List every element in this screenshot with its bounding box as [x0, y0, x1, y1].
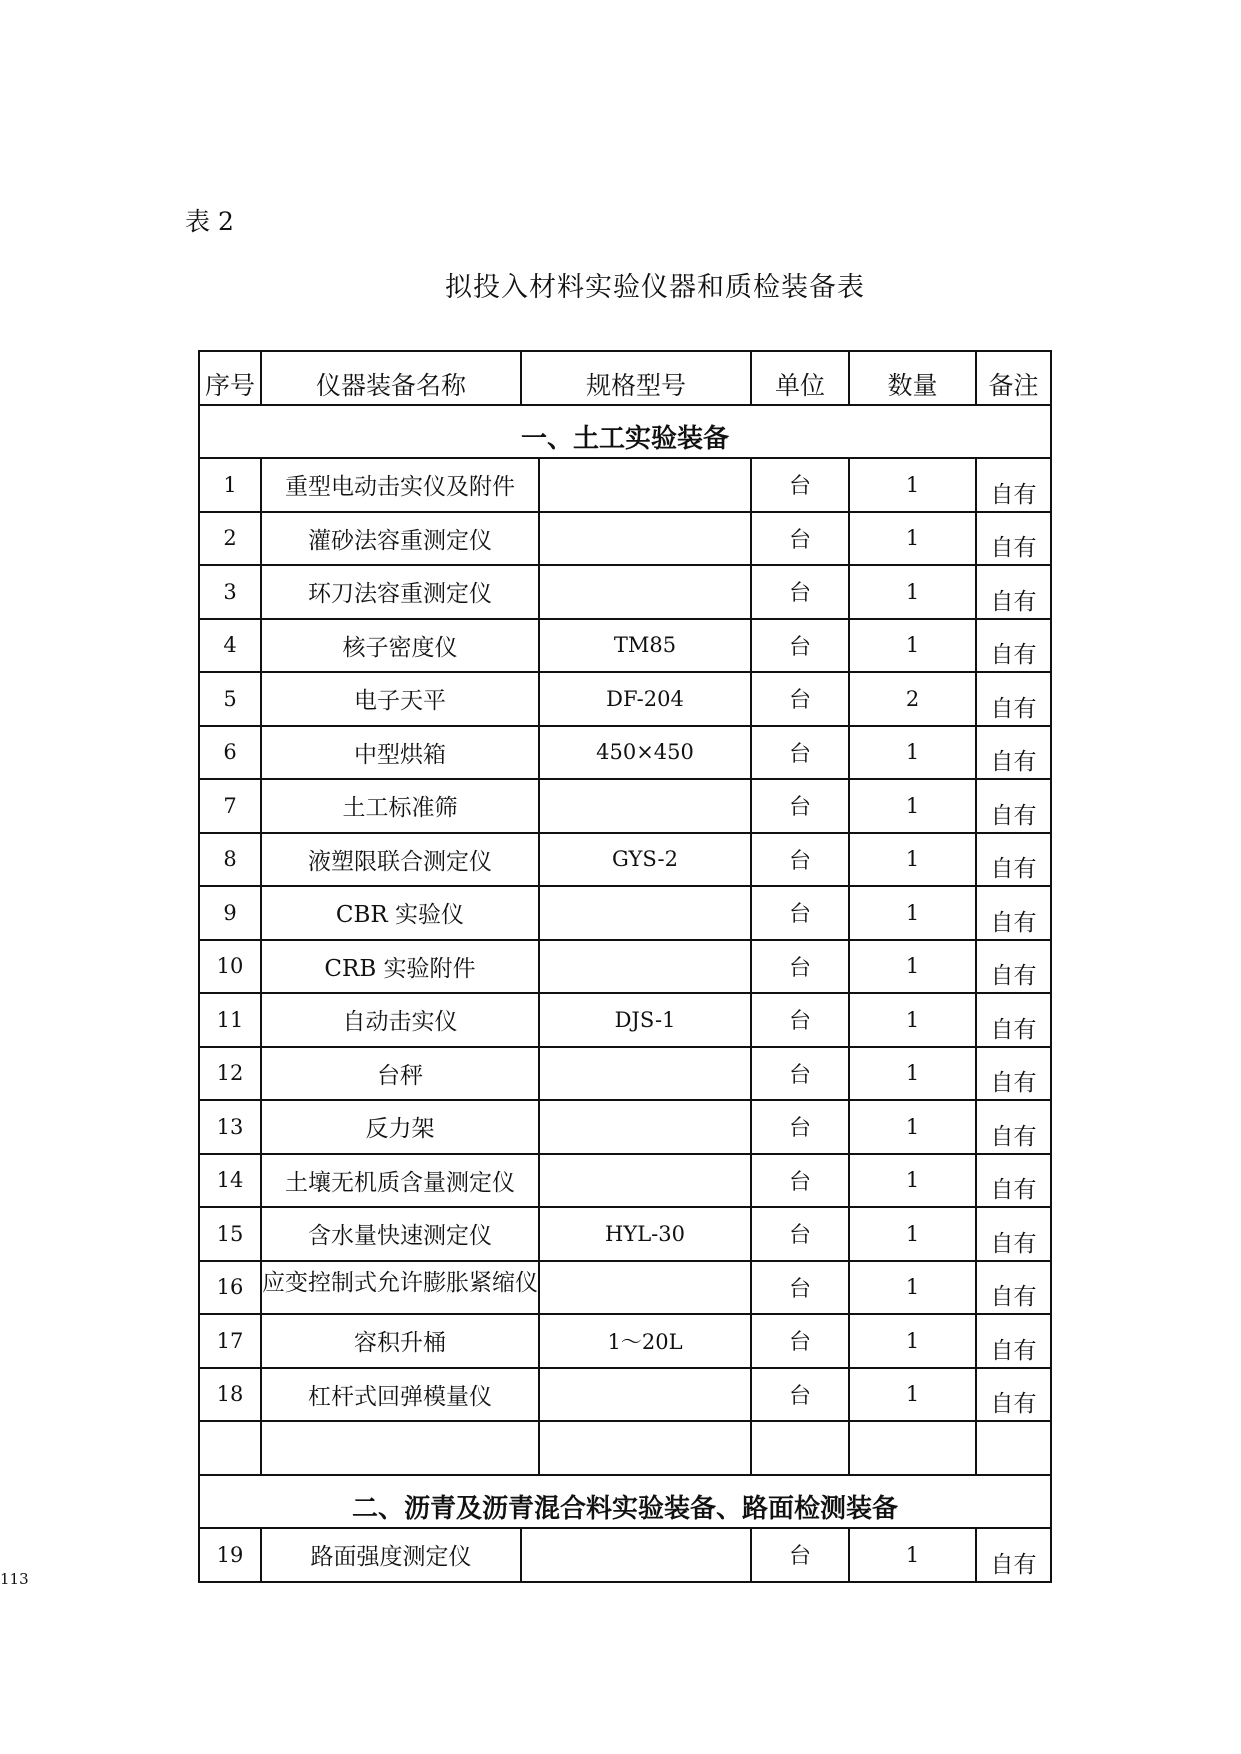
cell-spec: TM85	[540, 620, 752, 674]
cell-name: 重型电动击实仪及附件	[262, 459, 540, 513]
cell-unit: 台	[752, 459, 850, 513]
cell-spec: DF-204	[540, 673, 752, 727]
table-row	[200, 994, 1052, 1048]
equipment-table	[198, 350, 1052, 1583]
cell-qty: 1	[850, 566, 977, 620]
cell-name: 中型烘箱	[262, 727, 540, 781]
cell-qty: 1	[850, 1369, 977, 1423]
cell-note: 自有	[977, 994, 1052, 1048]
cell-no: 14	[200, 1155, 262, 1209]
cell-unit: 台	[752, 834, 850, 888]
cell-unit: 台	[752, 887, 850, 941]
cell-note: 自有	[977, 1101, 1052, 1155]
cell-note: 自有	[977, 1315, 1052, 1369]
cell-qty: 1	[850, 1529, 977, 1583]
cell-qty: 1	[850, 941, 977, 995]
cell-spec	[540, 1048, 752, 1102]
cell-name: 台秤	[262, 1048, 540, 1102]
table-row	[200, 727, 1052, 781]
table-row	[200, 941, 1052, 995]
cell-unit: 台	[752, 1155, 850, 1209]
table-row	[200, 673, 1052, 727]
cell-no: 9	[200, 887, 262, 941]
cell-qty: 1	[850, 834, 977, 888]
cell-name: CBR 实验仪	[262, 887, 540, 941]
cell-qty: 1	[850, 887, 977, 941]
header-note: 备注	[977, 352, 1052, 406]
table-row	[200, 620, 1052, 674]
header-spec: 规格型号	[522, 352, 752, 406]
cell-qty: 1	[850, 727, 977, 781]
table-label: 表 2	[185, 207, 234, 236]
cell-name: 自动击实仪	[262, 994, 540, 1048]
cell-no: 15	[200, 1208, 262, 1262]
table-row	[200, 887, 1052, 941]
section-2-row	[200, 1476, 1052, 1530]
cell-note: 自有	[977, 1369, 1052, 1423]
cell-spec	[540, 566, 752, 620]
cell-qty: 1	[850, 1315, 977, 1369]
cell-no: 17	[200, 1315, 262, 1369]
table-row	[200, 834, 1052, 888]
section-1-row	[200, 406, 1052, 460]
table-row	[200, 1529, 1052, 1583]
section-2-title: 二、沥青及沥青混合料实验装备、路面检测装备	[200, 1476, 1052, 1530]
cell-unit: 台	[752, 513, 850, 567]
cell-note: 自有	[977, 727, 1052, 781]
cell-spec	[540, 1155, 752, 1209]
cell-spec	[540, 1369, 752, 1423]
table-row	[200, 513, 1052, 567]
cell-name: 含水量快速测定仪	[262, 1208, 540, 1262]
cell-name	[262, 1422, 540, 1476]
cell-note: 自有	[977, 780, 1052, 834]
cell-unit: 台	[752, 780, 850, 834]
header-unit: 单位	[752, 352, 850, 406]
header-qty: 数量	[850, 352, 977, 406]
cell-qty: 1	[850, 513, 977, 567]
cell-no: 8	[200, 834, 262, 888]
table-row	[200, 1208, 1052, 1262]
cell-no: 12	[200, 1048, 262, 1102]
table-row	[200, 1048, 1052, 1102]
cell-unit: 台	[752, 566, 850, 620]
cell-name: 核子密度仪	[262, 620, 540, 674]
cell-unit: 台	[752, 1048, 850, 1102]
cell-qty	[850, 1422, 977, 1476]
cell-unit: 台	[752, 1101, 850, 1155]
cell-note: 自有	[977, 941, 1052, 995]
cell-name: 灌砂法容重测定仪	[262, 513, 540, 567]
empty-row	[200, 1422, 1052, 1476]
cell-spec: GYS-2	[540, 834, 752, 888]
table-row	[200, 1155, 1052, 1209]
cell-spec	[540, 513, 752, 567]
cell-spec: 450×450	[540, 727, 752, 781]
cell-unit	[752, 1422, 850, 1476]
cell-no: 6	[200, 727, 262, 781]
cell-note: 自有	[977, 834, 1052, 888]
cell-no: 18	[200, 1369, 262, 1423]
cell-spec: 1～20L	[540, 1315, 752, 1369]
cell-note: 自有	[977, 1155, 1052, 1209]
cell-spec	[522, 1529, 752, 1583]
cell-qty: 1	[850, 459, 977, 513]
cell-no: 3	[200, 566, 262, 620]
header-no: 序号	[200, 352, 262, 406]
table-row	[200, 566, 1052, 620]
cell-spec	[540, 1262, 752, 1316]
cell-note: 自有	[977, 1048, 1052, 1102]
cell-spec: HYL-30	[540, 1208, 752, 1262]
cell-no: 19	[200, 1529, 262, 1583]
cell-spec	[540, 941, 752, 995]
cell-unit: 台	[752, 1529, 850, 1583]
cell-qty: 1	[850, 1101, 977, 1155]
cell-qty: 1	[850, 1262, 977, 1316]
cell-unit: 台	[752, 994, 850, 1048]
cell-note: 自有	[977, 1208, 1052, 1262]
cell-note: 自有	[977, 459, 1052, 513]
cell-qty: 1	[850, 620, 977, 674]
cell-note: 自有	[977, 620, 1052, 674]
page-number: 113	[0, 1570, 29, 1588]
table-row	[200, 459, 1052, 513]
cell-unit: 台	[752, 1262, 850, 1316]
cell-unit: 台	[752, 1208, 850, 1262]
cell-note: 自有	[977, 673, 1052, 727]
table-row	[200, 1101, 1052, 1155]
cell-unit: 台	[752, 1315, 850, 1369]
cell-qty: 1	[850, 994, 977, 1048]
table-row	[200, 1369, 1052, 1423]
cell-name: 容积升桶	[262, 1315, 540, 1369]
cell-name: 反力架	[262, 1101, 540, 1155]
cell-note: 自有	[977, 1262, 1052, 1316]
cell-spec: DJS-1	[540, 994, 752, 1048]
cell-unit: 台	[752, 1369, 850, 1423]
cell-no	[200, 1422, 262, 1476]
cell-name: 土壤无机质含量测定仪	[262, 1155, 540, 1209]
cell-no: 11	[200, 994, 262, 1048]
table-row	[200, 780, 1052, 834]
header-name: 仪器装备名称	[262, 352, 522, 406]
cell-spec	[540, 459, 752, 513]
cell-name: 液塑限联合测定仪	[262, 834, 540, 888]
cell-spec	[540, 1422, 752, 1476]
cell-note: 自有	[977, 887, 1052, 941]
cell-qty: 1	[850, 780, 977, 834]
cell-unit: 台	[752, 941, 850, 995]
cell-spec	[540, 887, 752, 941]
cell-no: 7	[200, 780, 262, 834]
cell-name: 土工标准筛	[262, 780, 540, 834]
cell-qty: 1	[850, 1208, 977, 1262]
cell-spec	[540, 1101, 752, 1155]
table-row	[200, 1262, 1052, 1316]
cell-note	[977, 1422, 1052, 1476]
cell-note: 自有	[977, 566, 1052, 620]
section-1-title: 一、土工实验装备	[200, 406, 1052, 460]
cell-name: 电子天平	[262, 673, 540, 727]
cell-qty: 1	[850, 1155, 977, 1209]
cell-name: 应变控制式允许膨胀紧缩仪	[262, 1262, 540, 1316]
cell-unit: 台	[752, 673, 850, 727]
cell-unit: 台	[752, 620, 850, 674]
cell-qty: 1	[850, 1048, 977, 1102]
cell-name: 环刀法容重测定仪	[262, 566, 540, 620]
cell-unit: 台	[752, 727, 850, 781]
cell-no: 10	[200, 941, 262, 995]
cell-no: 13	[200, 1101, 262, 1155]
cell-name: 路面强度测定仪	[262, 1529, 522, 1583]
table-row	[200, 1315, 1052, 1369]
table-header-row	[200, 352, 1052, 406]
cell-name: CRB 实验附件	[262, 941, 540, 995]
cell-name: 杠杆式回弹模量仪	[262, 1369, 540, 1423]
cell-no: 1	[200, 459, 262, 513]
cell-no: 2	[200, 513, 262, 567]
cell-spec	[540, 780, 752, 834]
cell-note: 自有	[977, 1529, 1052, 1583]
cell-qty: 2	[850, 673, 977, 727]
cell-note: 自有	[977, 513, 1052, 567]
cell-no: 5	[200, 673, 262, 727]
cell-no: 4	[200, 620, 262, 674]
document-title: 拟投入材料实验仪器和质检装备表	[445, 272, 865, 303]
cell-no: 16	[200, 1262, 262, 1316]
